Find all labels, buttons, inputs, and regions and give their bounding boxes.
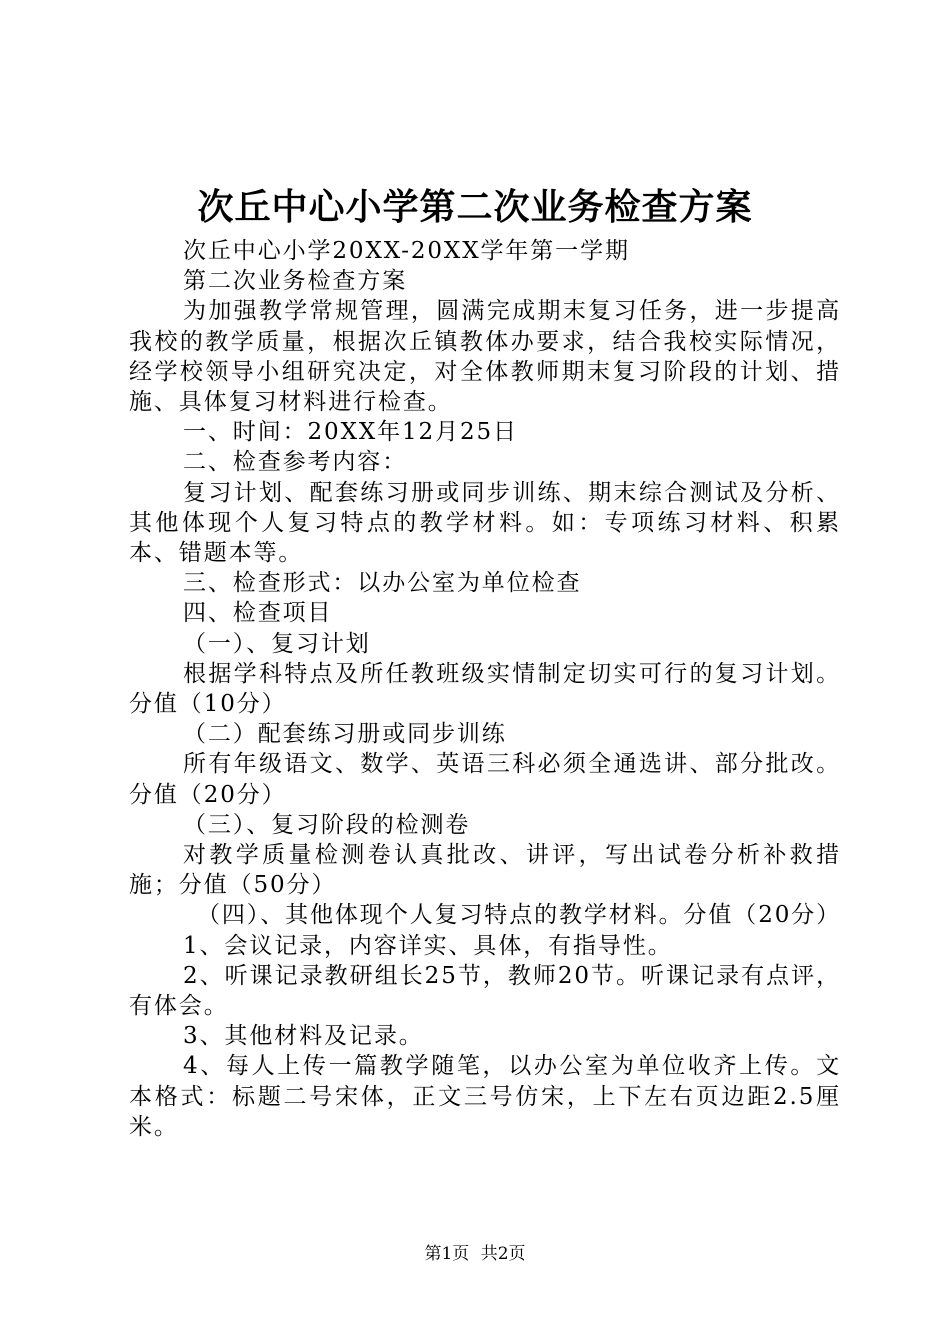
list-item-3: 3、其他材料及记录。 xyxy=(183,1023,424,1050)
list-item-4: 4、每人上传一篇教学随笔，以办公室为单位收齐上传。文本格式：标题二号宋体，正文三号仿宋，上下左右页边距2.5厘米。 xyxy=(129,1053,841,1140)
intro-paragraph: 为加强教学常规管理，圆满完成期末复习任务，进一步提高我校的教学质量，根据次丘镇教体办要求，结合我校实际情况，经学校领导小组研究决定，对全体教师期末复习阶段的计划、措施、具体复习材料进行检查。 xyxy=(129,298,841,416)
item-1-paragraph: 根据学科特点及所任教班级实情制定切实可行的复习计划。分值（10分） xyxy=(129,660,841,718)
section-time: 一、时间：20XX年12月25日 xyxy=(183,419,518,446)
document-body xyxy=(129,236,841,1142)
page-number: 第1页 xyxy=(424,1244,470,1264)
item-2-paragraph: 所有年级语文、数学、英语三科必须全通选讲、部分批改。分值（20分） xyxy=(129,751,841,808)
item-1-heading: （一）、复习计划 xyxy=(183,630,371,657)
section-form: 三、检查形式：以办公室为单位检查 xyxy=(183,570,582,597)
item-3-paragraph: 对教学质量检测卷认真批改、讲评，写出试卷分析补救措施；分值（50分） xyxy=(129,842,841,899)
section-items-heading: 四、检查项目 xyxy=(183,600,333,627)
item-4-paragraph: （四）、其他体现个人复习特点的教学材料。分值（20分） xyxy=(197,902,842,929)
list-item-2: 2、听课记录教研组长25节，教师20节。听课记录有点评，有体会。 xyxy=(129,962,841,1020)
page-footer xyxy=(0,1242,950,1266)
list-item-1: 1、会议记录，内容详实、具体，有指导性。 xyxy=(183,932,673,959)
item-3-heading: （三）、复习阶段的检测卷 xyxy=(183,811,471,838)
item-2-heading: （二）配套练习册或同步训练 xyxy=(183,721,507,748)
page-total: 共2页 xyxy=(480,1244,526,1264)
section-content-paragraph: 复习计划、配套练习册或同步训练、期末综合测试及分析、其他体现个人复习特点的教学材料。如：专项练习材料、积累本、错题本等。 xyxy=(129,479,841,567)
section-content-heading: 二、检查参考内容： xyxy=(183,449,408,476)
school-year-line: 次丘中心小学20XX-20XX学年第一学期 xyxy=(183,238,630,264)
subtitle-line: 第二次业务检查方案 xyxy=(183,268,408,295)
document-title: 次丘中心小学第二次业务检查方案 xyxy=(197,186,753,228)
